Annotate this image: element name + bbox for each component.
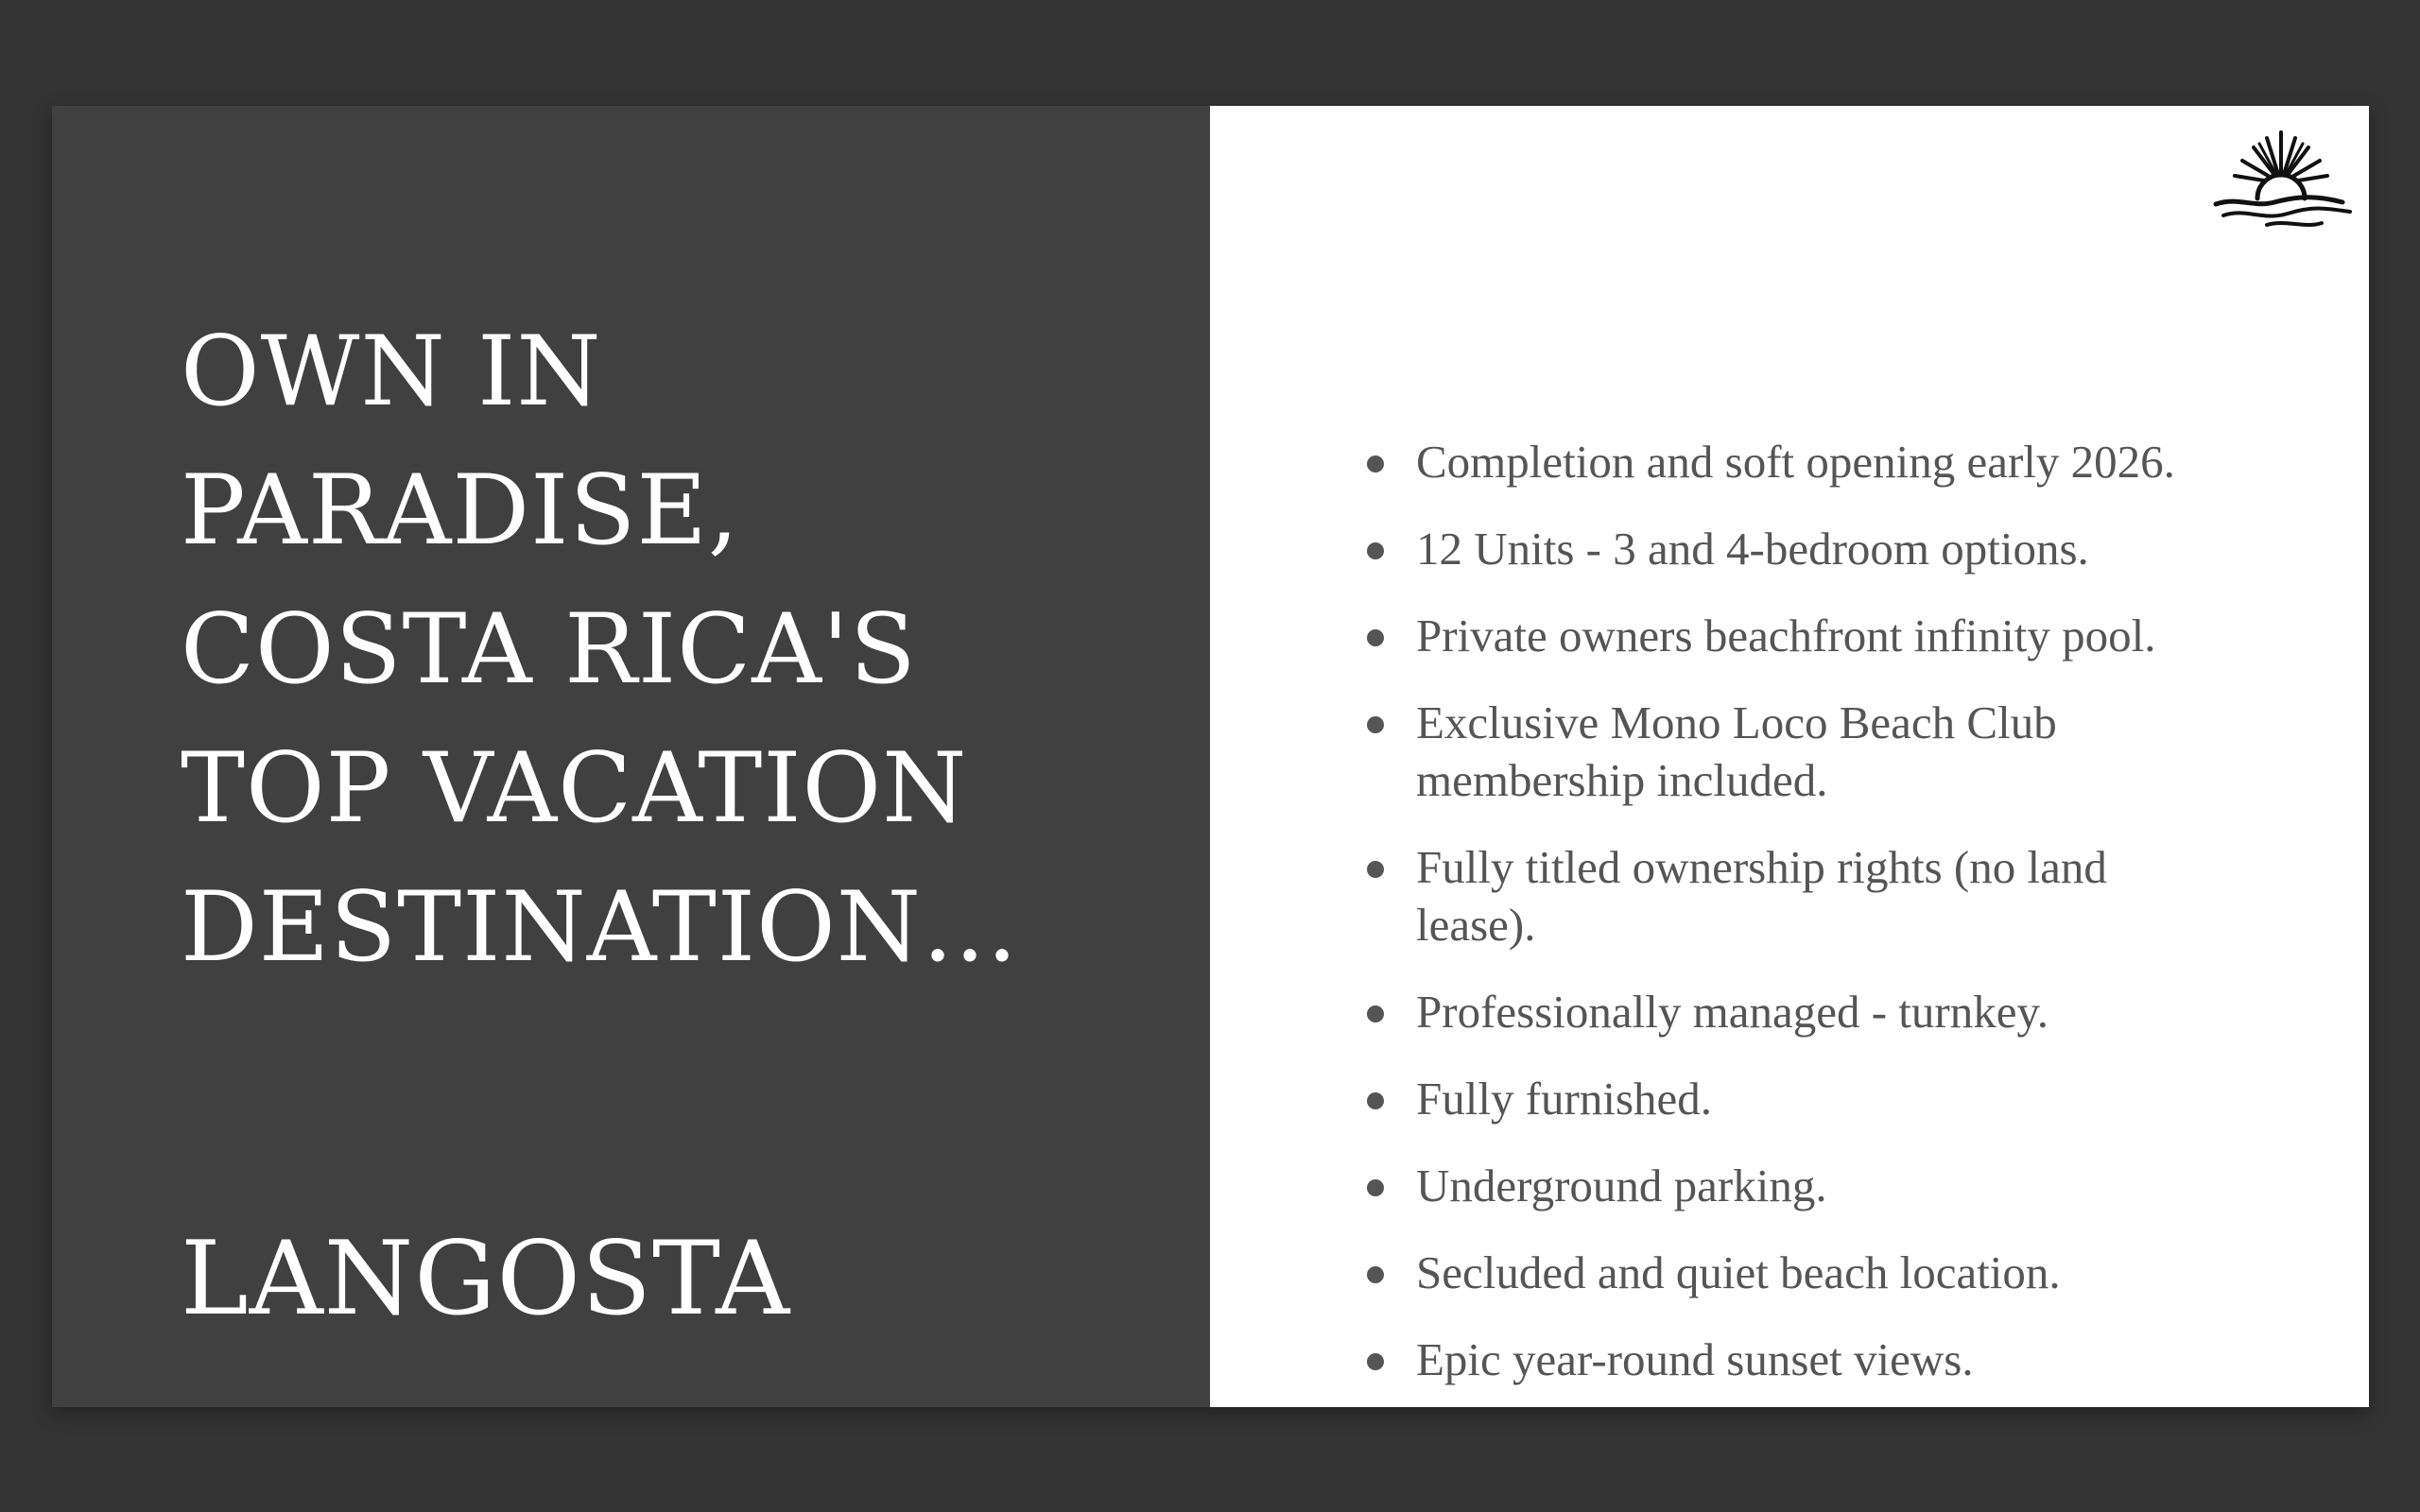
sunset-over-waves-icon — [2201, 117, 2361, 231]
feature-list — [1367, 433, 2218, 1418]
list-item — [1367, 694, 2218, 809]
bullet-icon — [1367, 861, 1384, 878]
left-panel — [52, 106, 1210, 1407]
list-item — [1367, 838, 2218, 954]
list-item-text: Exclusive Mono Loco Beach Club membership included. — [1416, 696, 2057, 806]
bullet-icon — [1367, 455, 1384, 472]
bullet-icon — [1367, 716, 1384, 733]
list-item-text: 12 Units - 3 and 4-bedroom options. — [1416, 523, 2089, 575]
list-item — [1367, 1070, 2218, 1127]
bullet-icon — [1367, 1092, 1384, 1109]
list-item — [1367, 433, 2218, 490]
list-item-text: Fully titled ownership rights (no land lease). — [1416, 841, 2107, 951]
bullet-icon — [1367, 1005, 1384, 1022]
bullet-icon — [1367, 1353, 1384, 1370]
slide-subhead: LANGOSTA — [181, 1220, 791, 1338]
list-item — [1367, 1331, 2218, 1388]
bullet-icon — [1367, 1266, 1384, 1283]
list-item-text: Private owners beachfront infinity pool. — [1416, 610, 2156, 662]
bullet-icon — [1367, 542, 1384, 559]
list-item-text: Secluded and quiet beach location. — [1416, 1246, 2061, 1298]
bullet-icon — [1367, 629, 1384, 646]
list-item — [1367, 607, 2218, 664]
list-item-text: Professionally managed - turnkey. — [1416, 986, 2049, 1038]
list-item — [1367, 1244, 2218, 1301]
slide-headline: OWN IN PARADISE, COSTA RICA'S TOP VACATION DESTINATION… — [181, 316, 1019, 984]
list-item-text: Epic year-round sunset views. — [1416, 1333, 1974, 1385]
list-item — [1367, 520, 2218, 577]
slide — [52, 106, 2369, 1407]
list-item-text: Underground parking. — [1416, 1160, 1827, 1211]
right-panel — [1210, 106, 2369, 1407]
list-item-text: Completion and soft opening early 2026. — [1416, 436, 2175, 488]
bullet-icon — [1367, 1179, 1384, 1196]
list-item-text: Fully furnished. — [1416, 1073, 1713, 1125]
list-item — [1367, 1157, 2218, 1214]
list-item — [1367, 983, 2218, 1040]
